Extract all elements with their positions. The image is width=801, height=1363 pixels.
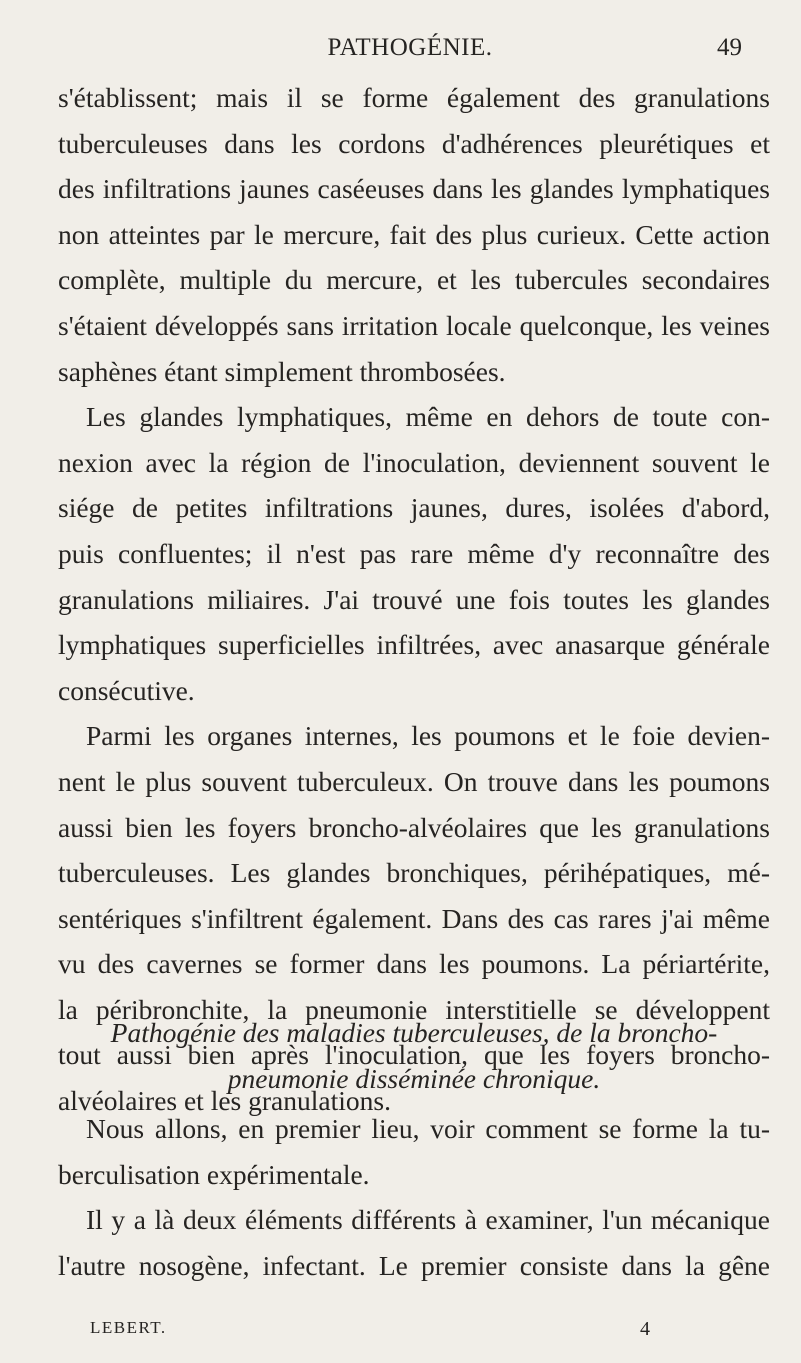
running-title: PATHOGÉNIE.: [327, 34, 493, 61]
page-footer: [90, 1318, 650, 1348]
text-line: tout aussi bien après l'inoculation, que les foyers broncho-: [58, 1039, 770, 1071]
text-line: Les glandes lymphatiques, même en dehors de toute con-: [86, 401, 770, 433]
text-line: tuberculeuses. Les glandes bronchiques, périhépatiques, mé-: [58, 857, 770, 889]
text-line: Il y a là deux éléments différents à examiner, l'un mécanique: [86, 1204, 770, 1236]
text-line: siége de petites infiltrations jaunes, dures, isolées d'abord,: [58, 492, 770, 524]
text-line: Nous allons, en premier lieu, voir comment se forme la tu-: [86, 1113, 770, 1144]
text-line: sentériques s'infiltrent également. Dans des cas rares j'ai même: [58, 902, 770, 934]
text-line: nexion avec la région de l'inoculation, deviennent souvent le: [58, 446, 770, 478]
section-heading: [58, 1010, 770, 1101]
heading-line: Pathogénie des maladies tuberculeuses, de la broncho-: [110, 1017, 718, 1048]
paragraph: [58, 394, 770, 713]
text-line: Parmi les organes internes, les poumons et le foie devien-: [86, 720, 770, 752]
paragraph: [58, 1106, 770, 1197]
text-line: non atteintes par le mercure, fait des plus curieux. Cette action: [58, 218, 770, 250]
text-line: puis confluentes; il n'est pas rare même d'y reconnaître des: [58, 537, 770, 569]
text-line: aussi bien les foyers broncho-alvéolaires que les granulations: [58, 811, 770, 843]
paragraph: [58, 75, 770, 394]
sheet-number: 4: [640, 1318, 650, 1340]
paragraph: [58, 1197, 770, 1288]
printer-signature: LEBERT.: [90, 1318, 167, 1337]
text-line: tuberculeuses dans les cordons d'adhérences pleurétiques et: [58, 127, 770, 159]
text-line: complète, multiple du mercure, et les tubercules secondaires: [58, 264, 770, 296]
body-text-continued: [58, 1106, 770, 1288]
text-line: s'étaient développés sans irritation locale quelconque, les veines: [58, 309, 770, 341]
text-line: des infiltrations jaunes caséeuses dans les glandes lymphatiques: [58, 173, 770, 205]
text-line: berculisation expérimentale.: [58, 1158, 370, 1190]
text-line: la péribronchite, la pneumonie interstitielle se développent: [58, 993, 770, 1025]
body-text: [58, 75, 770, 1124]
text-line: consécutive.: [58, 674, 195, 706]
text-line: nent le plus souvent tuberculeux. On trouve dans les poumons: [58, 765, 770, 797]
text-line: l'autre nosogène, infectant. Le premier consiste dans la gêne: [58, 1249, 770, 1281]
text-line: lymphatiques superficielles infiltrées, avec anasarque générale: [58, 629, 770, 661]
running-head: [60, 24, 760, 64]
heading-line: pneumonie disséminée chronique.: [227, 1062, 601, 1094]
text-line: saphènes étant simplement thrombosées.: [58, 355, 506, 387]
text-line: alvéolaires et les granulations.: [58, 1085, 391, 1117]
text-line: granulations miliaires. J'ai trouvé une fois toutes les glandes: [58, 583, 770, 615]
text-line: s'établissent; mais il se forme également des granulations: [58, 82, 770, 113]
text-line: vu des cavernes se former dans les poumons. La périartérite,: [58, 948, 770, 980]
page-number: 49: [717, 34, 742, 61]
